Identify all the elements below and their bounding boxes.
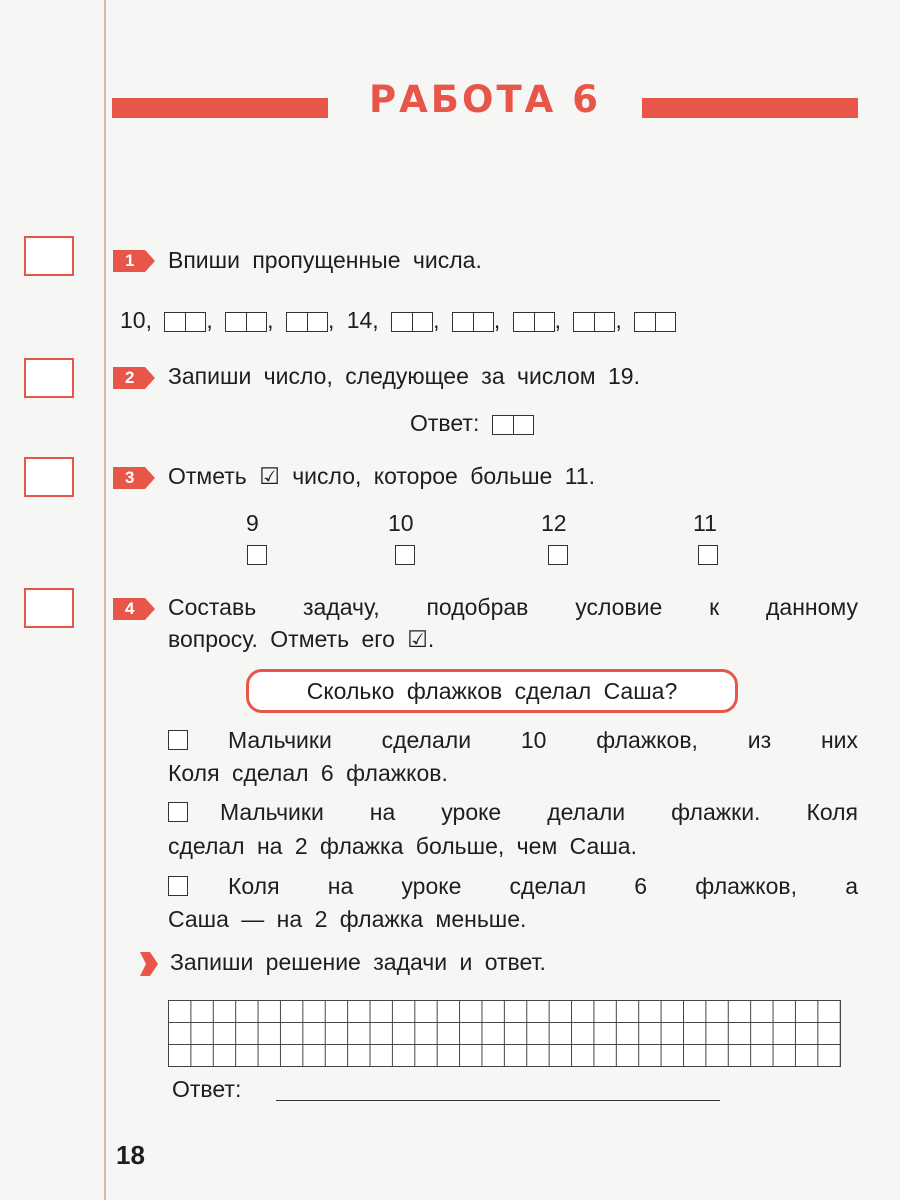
digit-box[interactable] (634, 312, 676, 332)
option-label: 12 (541, 510, 567, 536)
task-number-1 (113, 250, 155, 272)
option-checkbox[interactable] (395, 545, 415, 565)
condition-3-line-2: Саша — на 2 флажка меньше. (168, 906, 527, 932)
task-3-text-after: число, которое больше 11. (292, 463, 595, 489)
checkmark-icon: ☑ (259, 463, 280, 489)
task-4-answer-label: Ответ: (172, 1076, 242, 1102)
problem-question: Сколько флажков сделал Саша? (246, 669, 738, 713)
comma: , (615, 307, 622, 333)
answer-line[interactable] (276, 1100, 720, 1101)
margin-line (104, 0, 106, 1200)
condition-1-line-2: Коля сделал 6 флажков. (168, 760, 448, 786)
digit-box[interactable] (286, 312, 328, 332)
condition-1-line-1: Мальчики сделали 10 флажков, из них (228, 727, 858, 753)
task-4-text-line-2: вопросу. Отметь его ☑. (168, 626, 435, 652)
condition-2-line-1: Мальчики на уроке делали флажки. Коля (220, 799, 858, 825)
option-label: 10 (388, 510, 414, 536)
task-2-answer (410, 410, 534, 437)
option-checkbox[interactable] (548, 545, 568, 565)
task-3-text (168, 463, 595, 490)
digit-box[interactable] (573, 312, 615, 332)
option-checkbox[interactable] (247, 545, 267, 565)
score-box-task-2[interactable] (24, 358, 74, 398)
option-label: 11 (693, 510, 717, 536)
digit-box[interactable] (164, 312, 206, 332)
task-1-sequence (120, 307, 676, 334)
condition-checkbox-3[interactable] (168, 876, 188, 896)
task-number-2 (113, 367, 155, 389)
task-number-3 (113, 467, 155, 489)
task-1-text: Впиши пропущенные числа. (168, 247, 482, 273)
condition-2-line-2: сделал на 2 флажка больше, чем Саша. (168, 833, 637, 859)
comma: , (554, 307, 562, 333)
comma: , (327, 307, 335, 333)
digit-box[interactable] (452, 312, 494, 332)
solution-label: Запиши решение задачи и ответ. (170, 949, 546, 975)
task-number-label: 1 (125, 251, 135, 270)
comma: , (267, 307, 274, 333)
page-title: РАБОТА 6 (369, 78, 601, 121)
comma: , (206, 307, 213, 333)
digit-box[interactable] (513, 312, 555, 332)
answer-label: Ответ: (410, 410, 480, 436)
title-bar-left (112, 98, 328, 118)
condition-checkbox-1[interactable] (168, 730, 188, 750)
digit-box[interactable] (391, 312, 433, 332)
sequence-start: 10, (120, 307, 152, 333)
task-number-label: 4 (125, 599, 135, 618)
score-box-task-3[interactable] (24, 457, 74, 497)
score-box-task-1[interactable] (24, 236, 74, 276)
task-4-text-line-1: Составь задачу, подобрав условие к данному (168, 594, 858, 620)
comma: , (493, 307, 501, 333)
task-3-text-before: Отметь (168, 463, 247, 489)
solution-grid[interactable] (168, 1000, 841, 1067)
score-box-task-4[interactable] (24, 588, 74, 628)
condition-checkbox-2[interactable] (168, 802, 188, 822)
page-number: 18 (116, 1140, 145, 1170)
digit-box[interactable] (225, 312, 267, 332)
task-number-label: 2 (125, 368, 135, 387)
answer-digit-box[interactable] (492, 415, 534, 435)
comma: , (433, 307, 440, 333)
option-label: 9 (246, 510, 259, 536)
task-number-4 (113, 598, 155, 620)
condition-3-line-1: Коля на уроке сделал 6 флажков, а (228, 873, 858, 899)
task-2-text: Запиши число, следующее за числом 19. (168, 363, 640, 389)
task-number-label: 3 (125, 468, 135, 487)
bookmark-arrow-icon (140, 952, 158, 976)
option-checkbox[interactable] (698, 545, 718, 565)
sequence-middle: 14, (346, 307, 379, 333)
title-bar-right (642, 98, 858, 118)
